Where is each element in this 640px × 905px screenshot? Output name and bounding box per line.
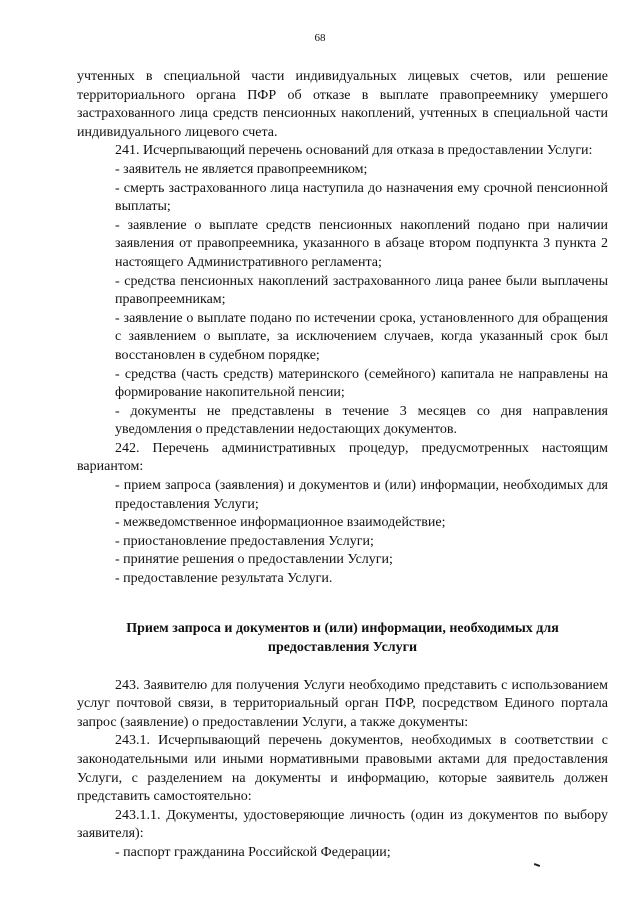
list-item: - прием запроса (заявления) и документов и (или) информации, необходимых для предоставления Услуги; — [115, 478, 608, 512]
paragraph: 241. Исчерпывающий перечень оснований для отказа в предоставлении Услуги: — [115, 143, 593, 159]
page-content — [77, 68, 608, 863]
body-text-after-heading — [77, 677, 608, 863]
list-item: - смерть застрахованного лица наступила до назначения ему срочной пенсионной выплаты; — [115, 180, 608, 215]
paragraph: 242. Перечень административных процедур, предусмотренных настоящим вариантом: — [77, 440, 608, 475]
list-item: - средства (часть средств) материнского (семейного) капитала не направлены на формирование накопительной пенсии; — [115, 366, 608, 401]
spacer — [77, 589, 608, 619]
list-item: - приостановление предоставления Услуги; — [115, 533, 374, 549]
list-item: - паспорт гражданина Российской Федерации; — [115, 844, 391, 860]
page-number: 68 — [314, 32, 326, 44]
paragraph: 243.1. Исчерпывающий перечень документов, необходимых в соответствии с законодательными или иными нормативными правовыми актами для предоставления Услуги, с разделением на документы и информацию, которые заявитель должен представить самостоятельно: — [77, 733, 608, 805]
list-item: - документы не представлены в течение 3 месяцев со дня направления уведомления о представлении недостающих документов. — [115, 403, 608, 438]
list-item: - заявление о выплате средств пенсионных накоплений подано при наличии заявления от правопреемника, указанного в абзаце втором подпункта 3 пункта 2 настоящего Административного регламента; — [115, 217, 608, 270]
spacer — [77, 657, 608, 677]
list-item: - заявитель не является правопреемником; — [115, 161, 368, 177]
list-item: - предоставление результата Услуги. — [115, 571, 333, 587]
paragraph: 243. Заявителю для получения Услуги необходимо представить с использованием услуг почтовой связи, в территориальный орган ПФР, посредством Единого портала запрос (заявление) о предоставлении Услуги, а также документы: — [77, 677, 608, 730]
body-text-before-heading — [77, 68, 608, 589]
scan-artifact — [534, 863, 540, 867]
section-heading: Прием запроса и документов и (или) информации, необходимых для предоставления Услуги — [126, 620, 559, 655]
list-item: - принятие решения о предоставлении Услуги; — [115, 552, 393, 568]
list-item: - заявление о выплате подано по истечении срока, установленного для обращения с заявлением о выплате, за исключением случаев, когда указанный срок был восстановлен в судебном порядке; — [115, 310, 608, 363]
list-item: - средства пенсионных накоплений застрахованного лица ранее были выплачены правопреемникам; — [115, 273, 608, 308]
paragraph: учтенных в специальной части индивидуальных лицевых счетов, или решение территориального органа ПФР об отказе в выплате правопреемнику умершего застрахованного лица средств пенсионных накоплений, учтенных в специальной части индивидуального лицевого счета. — [77, 69, 608, 140]
list-item: - межведомственное информационное взаимодействие; — [115, 515, 446, 531]
paragraph: 243.1.1. Документы, удостоверяющие личность (один из документов по выбору заявителя): — [77, 807, 608, 842]
